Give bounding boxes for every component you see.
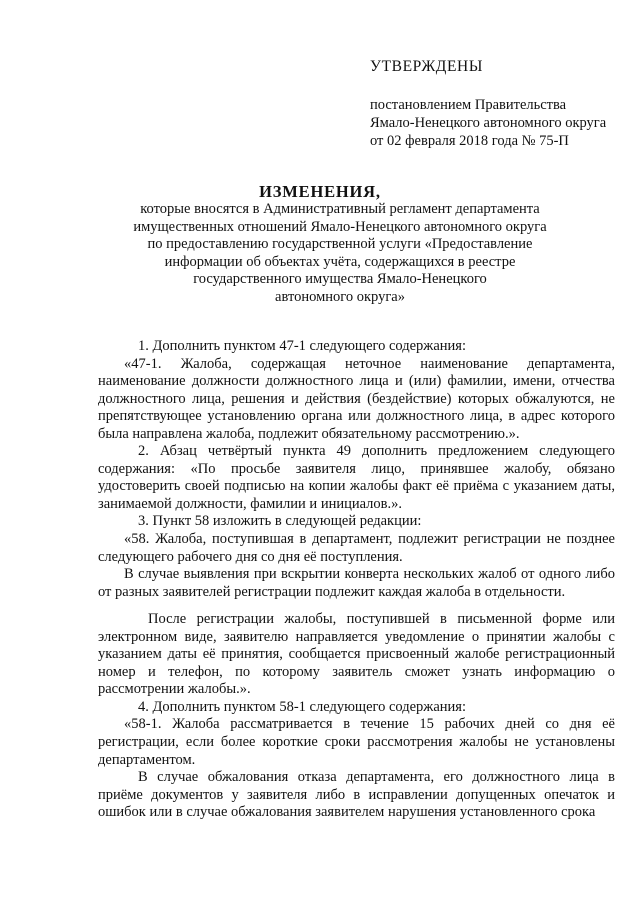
subtitle-line: по предоставлению государственной услуги «Предоставление bbox=[147, 236, 533, 253]
subtitle-line: государственного имущества Ямало-Ненецкого bbox=[193, 271, 487, 288]
paragraph: 1. Дополнить пунктом 47-1 следующего содержания: bbox=[138, 338, 466, 354]
document-subtitle bbox=[100, 201, 580, 307]
approval-line: Ямало-Ненецкого автономного округа bbox=[370, 115, 607, 131]
paragraph: «47-1. Жалоба, содержащая неточное наименование департамента, наименование должности должностного лица и (или) фамилии, имени, отчества должностного лица, решения и действия (бездействие) которых обжалуются, не препятствующее установлению органа или должностного лица, в адрес которого была направлена жалоба, подлежит обязательному рассмотрению.». bbox=[98, 355, 615, 442]
approval-heading: УТВЕРЖДЕНЫ bbox=[370, 58, 483, 75]
paragraph: «58-1. Жалоба рассматривается в течение 15 рабочих дней со дня её регистрации, если более короткие сроки рассмотрения жалобы не установлены департаментом. bbox=[98, 716, 615, 768]
paragraph: После регистрации жалобы, поступившей в письменной форме или электронном виде, заявителю направляется уведомление о принятии жалобы с указанием даты её принятия, сообщается присвоенный жалобе регистрационный номер и телефон, по которому заявитель сможет узнать информацию о рассмотрении жалобы.». bbox=[98, 611, 615, 698]
paragraph: В случае выявления при вскрытии конверта нескольких жалоб от одного либо от разных заявителей регистрации подлежит каждая жалоба в отдельности. bbox=[98, 566, 615, 600]
paragraph: 4. Дополнить пунктом 58-1 следующего содержания: bbox=[138, 698, 466, 715]
subtitle-line: автономного округа» bbox=[275, 288, 405, 305]
subtitle-line: информации об объектах учёта, содержащихся в реестре bbox=[164, 253, 516, 270]
paragraph: 3. Пункт 58 изложить в следующей редакции: bbox=[138, 513, 422, 530]
approval-line: от 02 февраля 2018 года № 75-П bbox=[370, 133, 569, 149]
document-body bbox=[98, 338, 615, 822]
paragraph: «58. Жалоба, поступившая в департамент, подлежит регистрации не позднее следующего рабочего дня со дня её поступления. bbox=[98, 531, 615, 565]
paragraph: В случае обжалования отказа департамента, его должностного лица в приёме документов у заявителя либо в исправлении допущенных опечаток и ошибок или в случае обжалования заявителем нарушения установленного срока bbox=[98, 769, 615, 821]
paragraph: 2. Абзац четвёртый пункта 49 дополнить предложением следующего содержания: «По просьбе заявителя лицо, принявшее жалобу, обязано удостоверить своей подписью на копии жалобы факт её приёма с указанием даты, занимаемой должности, фамилии и инициалов.». bbox=[98, 443, 615, 512]
approval-line: постановлением Правительства bbox=[370, 97, 567, 113]
subtitle-line: имущественных отношений Ямало-Ненецкого автономного округа bbox=[133, 218, 547, 235]
document-title: ИЗМЕНЕНИЯ, bbox=[259, 182, 381, 201]
subtitle-line: которые вносятся в Административный регламент департамента bbox=[140, 201, 540, 217]
approval-block bbox=[370, 58, 620, 150]
